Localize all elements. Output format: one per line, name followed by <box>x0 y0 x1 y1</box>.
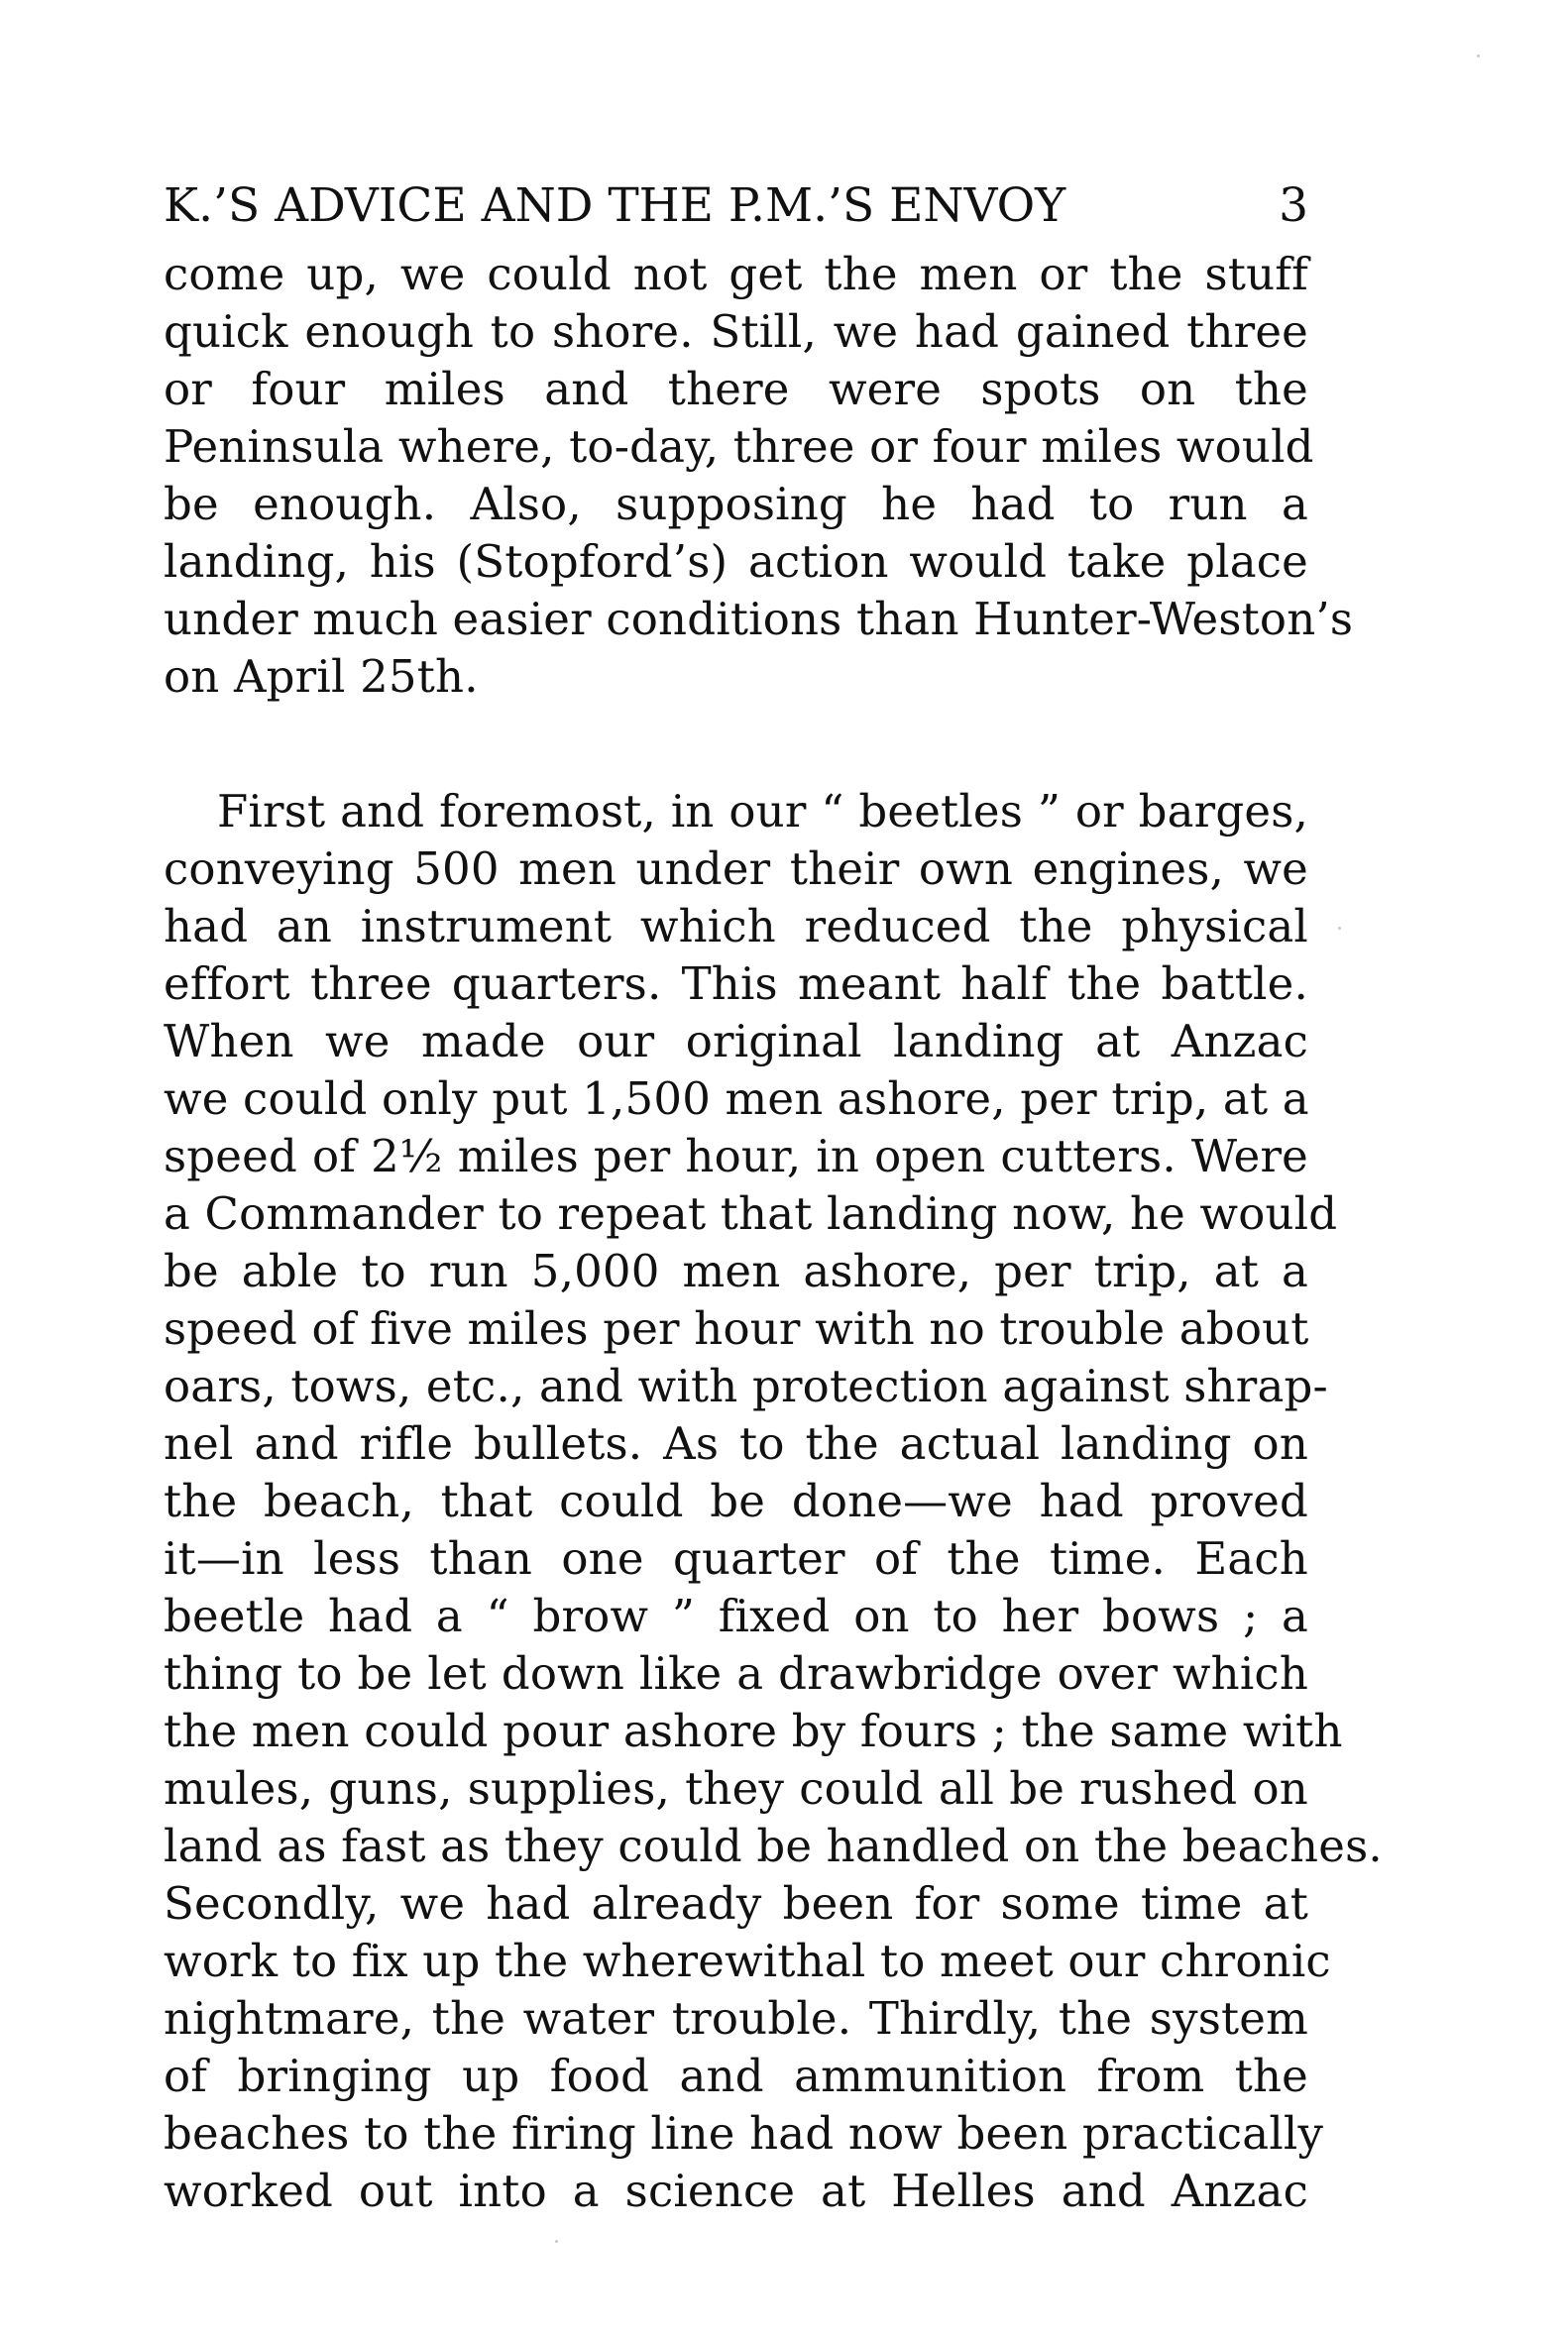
text-line: nel and rifle bullets. As to the actual landing on <box>164 1417 1308 1470</box>
text-line: of bringing up food and ammunition from the <box>164 2050 1308 2102</box>
running-title: K.’S ADVICE AND THE P.M.’S ENVOY <box>164 178 1066 233</box>
paragraph-1 <box>164 246 1354 706</box>
text-line: had an instrument which reduced the physical <box>164 900 1308 952</box>
text-line: come up, we could not get the men or the stuff <box>164 248 1308 300</box>
text-line: speed of five miles per hour with no trouble about <box>164 1302 1309 1355</box>
text-line: on April 25th. <box>164 650 479 703</box>
text-line: thing to be let down like a drawbridge over which <box>164 1647 1308 1700</box>
text-line: quick enough to shore. Still, we had gained three <box>164 305 1308 358</box>
text-line: worked out into a science at Helles and Anzac <box>164 2165 1308 2217</box>
paper-speck <box>1338 927 1341 930</box>
text-line: nightmare, the water trouble. Thirdly, the system <box>164 1992 1308 2045</box>
text-line: land as fast as they could be handled on the beaches. <box>164 1820 1383 1872</box>
text-line: be able to run 5,000 men ashore, per trip, at a <box>164 1245 1308 1297</box>
text-line: under much easier conditions than Hunter-Weston’s <box>164 593 1354 645</box>
text-line: conveying 500 men under their own engines, we <box>164 842 1308 895</box>
text-line: the men could pour ashore by fours ; the same with <box>164 1705 1343 1757</box>
text-line: First and foremost, in our “ beetles ” or barges, <box>217 785 1308 837</box>
paragraph-2 <box>164 783 1383 2220</box>
text-line: When we made our original landing at Anzac <box>164 1015 1308 1067</box>
text-line: work to fix up the wherewithal to meet our chronic <box>164 1935 1331 1987</box>
text-line: it—in less than one quarter of the time. Each <box>164 1532 1308 1585</box>
paper-speck <box>555 2240 558 2243</box>
text-line: mules, guns, supplies, they could all be rushed on <box>164 1762 1308 1815</box>
text-line: the beach, that could be done—we had proved <box>164 1475 1308 1527</box>
text-line: beaches to the firing line had now been practically <box>164 2107 1324 2160</box>
text-line: landing, his (Stopford’s) action would take place <box>164 535 1308 588</box>
text-line: speed of 2½ miles per hour, in open cutters. Were <box>164 1130 1308 1182</box>
paper-speck <box>1477 55 1480 57</box>
text-line: Peninsula where, to-day, three or four miles would <box>164 420 1314 473</box>
text-line: beetle had a “ brow ” fixed on to her bows ; a <box>164 1590 1308 1642</box>
text-line: be enough. Also, supposing he had to run a <box>164 478 1308 530</box>
text-line: we could only put 1,500 men ashore, per trip, at a <box>164 1072 1309 1125</box>
text-line: a Commander to repeat that landing now, he would <box>164 1187 1338 1240</box>
running-head <box>164 178 1308 238</box>
text-line: effort three quarters. This meant half the battle. <box>164 957 1308 1010</box>
text-line: or four miles and there were spots on the <box>164 363 1308 415</box>
text-line: oars, tows, etc., and with protection against shrap- <box>164 1360 1328 1412</box>
page-number: 3 <box>1279 178 1308 233</box>
text-line: Secondly, we had already been for some time at <box>164 1877 1308 1930</box>
